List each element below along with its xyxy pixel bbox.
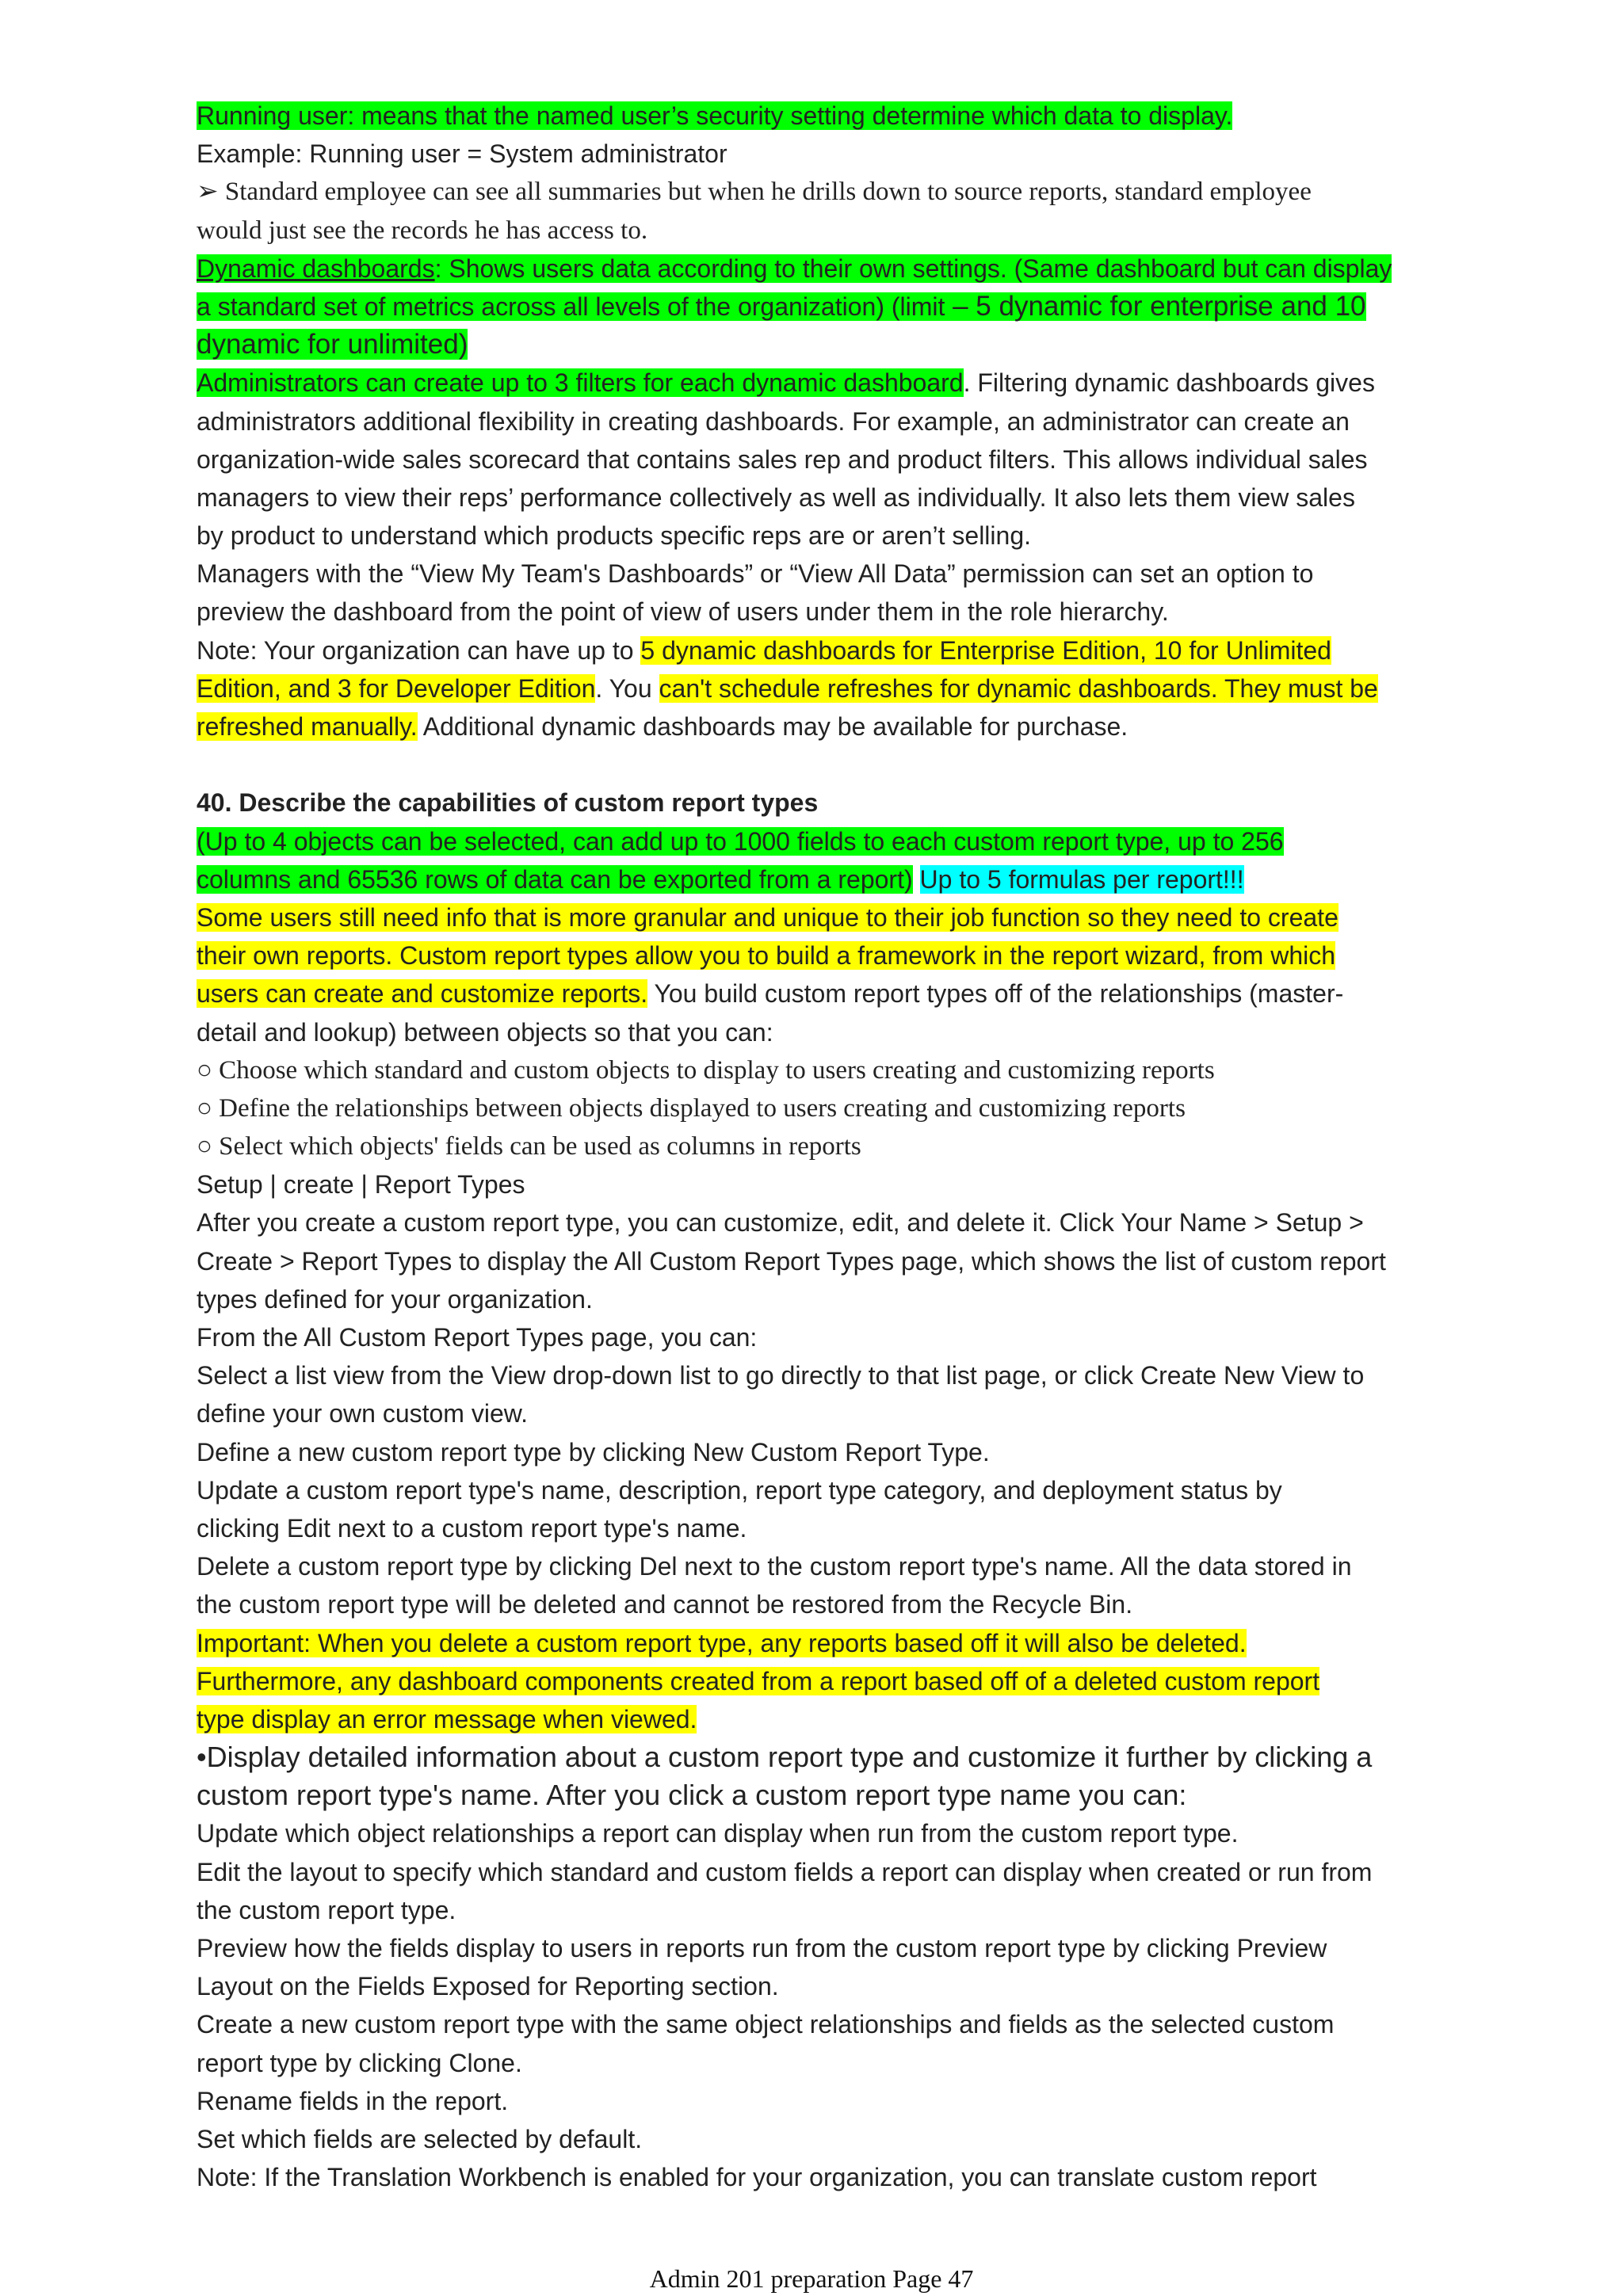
text-run: You build custom report types off of the relationships (master- xyxy=(647,979,1344,1009)
list-item: ○ Select which objects' fields can be used as columns in reports xyxy=(197,1132,861,1161)
text-line xyxy=(197,288,1433,326)
text-run: . Filtering dynamic dashboards gives xyxy=(963,368,1375,398)
text-line: define your own custom view. xyxy=(197,1399,528,1428)
text-line xyxy=(197,1624,1433,1662)
text-line: Set which fields are selected by default. xyxy=(197,2124,643,2153)
highlight-green: Running user: means that the named user’s security setting determine which data to display. xyxy=(197,101,1233,130)
highlight-green: columns and 65536 rows of data can be exported from a report) xyxy=(197,864,913,894)
highlight-yellow: refreshed manually. xyxy=(197,712,418,741)
text-run: . You xyxy=(595,673,659,703)
text-line: From the All Custom Report Types page, you can: xyxy=(197,1323,758,1352)
text-line xyxy=(197,326,1433,364)
text-line xyxy=(197,936,1433,974)
highlight-yellow: Edition, and 3 for Developer Edition xyxy=(197,673,596,703)
text-line: Create > Report Types to display the All Custom Report Types page, which shows the list of custom report xyxy=(197,1246,1386,1276)
text-line: Select a list view from the View drop-down list to go directly to that list page, or click Create New View to xyxy=(197,1361,1365,1390)
text-line: detail and lookup) between objects so that you can: xyxy=(197,1017,773,1047)
highlight-green: dynamic for unlimited) xyxy=(197,329,468,360)
highlight-yellow: Furthermore, any dashboard components created from a report based off of a deleted custom report xyxy=(197,1666,1320,1695)
text-line: Rename fields in the report. xyxy=(197,2086,509,2115)
text-line xyxy=(197,1662,1433,1700)
text-line xyxy=(197,707,1433,746)
highlight-text: a standard set of metrics across all levels of the organization) (limit xyxy=(197,292,945,321)
text-line xyxy=(197,364,1433,402)
blank-line xyxy=(197,746,1433,784)
highlight-text: : Shows users data according to their own settings. (Same dashboard but can display xyxy=(434,254,1392,283)
text-line xyxy=(197,97,1433,135)
text-line: by product to understand which products specific reps are or aren’t selling. xyxy=(197,521,1031,551)
highlight-yellow: type display an error message when viewed. xyxy=(197,1704,697,1733)
text-line: Managers with the “View My Team's Dashboards” or “View All Data” permission can set an option to xyxy=(197,559,1314,589)
text-line: the custom report type will be deleted and cannot be restored from the Recycle Bin. xyxy=(197,1590,1133,1619)
text-line: report type by clicking Clone. xyxy=(197,2048,522,2077)
text-line: Create a new custom report type with the same object relationships and fields as the selected custom xyxy=(197,2010,1335,2039)
highlight-yellow: their own reports. Custom report types allow you to build a framework in the report wizard, from which xyxy=(197,941,1336,971)
text-line xyxy=(197,1700,1433,1738)
highlight-yellow: Important: When you delete a custom report type, any reports based off it will also be deleted. xyxy=(197,1628,1247,1657)
text-line xyxy=(197,860,1433,898)
text-run: Note: Your organization can have up to xyxy=(197,635,641,665)
text-line xyxy=(197,250,1433,288)
highlight-yellow: can't schedule refreshes for dynamic dashboards. They must be xyxy=(659,673,1378,703)
text-line: Update a custom report type's name, description, report type category, and deployment status by xyxy=(197,1475,1282,1505)
text-line xyxy=(197,898,1433,936)
text-line: Setup | create | Report Types xyxy=(197,1170,525,1199)
text-line: •Display detailed information about a custom report type and customize it further by clicking a xyxy=(197,1741,1373,1774)
text-line xyxy=(197,669,1433,707)
section-heading: 40. Describe the capabilities of custom report types xyxy=(197,788,819,818)
text-line: Note: If the Translation Workbench is enabled for your organization, you can translate custom report xyxy=(197,2163,1317,2192)
text-line: Update which object relationships a report can display when run from the custom report type. xyxy=(197,1819,1239,1848)
underlined-term: Dynamic dashboards xyxy=(197,254,435,283)
text-line: Layout on the Fields Exposed for Reporting section. xyxy=(197,1972,779,2001)
text-line: Preview how the fields display to users in reports run from the custom report type by clicking Preview xyxy=(197,1934,1327,1962)
bullet-line: ➢ Standard employee can see all summaries but when he drills down to source reports, standard employee xyxy=(197,177,1312,207)
text-line: After you create a custom report type, you can customize, edit, and delete it. Click Your Name > Setup > xyxy=(197,1208,1364,1238)
highlight-green: (Up to 4 objects can be selected, can add up to 1000 fields to each custom report type, up to 256 xyxy=(197,826,1284,856)
text-line: Edit the layout to specify which standard and custom fields a report can display when created or run from xyxy=(197,1857,1373,1886)
text-line: organization-wide sales scorecard that contains sales rep and product filters. This allows individual sales xyxy=(197,444,1368,474)
document-page xyxy=(197,97,1433,2196)
text-line: custom report type's name. After you click a custom report type name you can: xyxy=(197,1779,1187,1812)
highlight-yellow: users can create and customize reports. xyxy=(197,979,648,1009)
text-line: Delete a custom report type by clicking Del next to the custom report type's name. All the data stored in xyxy=(197,1552,1352,1581)
highlight-green xyxy=(197,292,1366,321)
text-line: managers to view their reps’ performance collectively as well as individually. It also lets them view sales xyxy=(197,482,1355,512)
text-line: Example: Running user = System administrator xyxy=(197,139,727,169)
highlight-text: – 5 dynamic for enterprise and 10 xyxy=(945,290,1366,322)
highlight-yellow: Some users still need info that is more granular and unique to their job function so they need to create xyxy=(197,902,1338,932)
text-line: preview the dashboard from the point of view of users under them in the role hierarchy. xyxy=(197,597,1169,627)
text-line: clicking Edit next to a custom report type's name. xyxy=(197,1513,747,1543)
text-line: Define a new custom report type by clicking New Custom Report Type. xyxy=(197,1437,990,1466)
highlight-green: Administrators can create up to 3 filters for each dynamic dashboard xyxy=(197,368,964,398)
highlight-cyan: Up to 5 formulas per report!!! xyxy=(919,864,1244,894)
text-line xyxy=(197,631,1433,669)
text-line: the custom report type. xyxy=(197,1895,456,1924)
text-line xyxy=(197,822,1433,860)
text-line: types defined for your organization. xyxy=(197,1284,593,1314)
text-line xyxy=(197,974,1433,1013)
highlight-yellow: 5 dynamic dashboards for Enterprise Edition, 10 for Unlimited xyxy=(640,635,1331,665)
list-item: ○ Choose which standard and custom objects to display to users creating and customizing reports xyxy=(197,1055,1215,1085)
text-run: Additional dynamic dashboards may be available for purchase. xyxy=(417,712,1128,741)
highlight-green xyxy=(197,254,1392,283)
text-line: administrators additional flexibility in creating dashboards. For example, an administrator can create an xyxy=(197,406,1350,436)
page-footer: Admin 201 preparation Page 47 xyxy=(649,2264,974,2293)
text-line: would just see the records he has access to. xyxy=(197,215,648,245)
list-item: ○ Define the relationships between objects displayed to users creating and customizing reports xyxy=(197,1093,1186,1123)
